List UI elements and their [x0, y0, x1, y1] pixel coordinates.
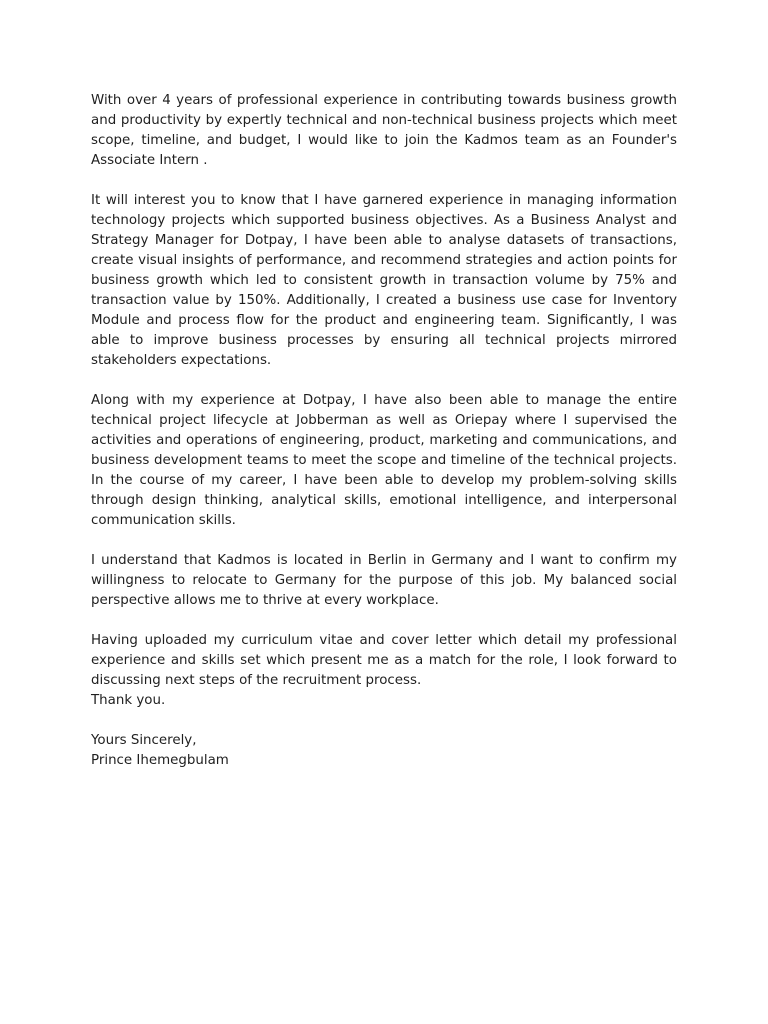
paragraph-intro: With over 4 years of professional experience in contributing towards business growth and productivity by expertly technical and non-technical business projects which meet scope, timeline, and budget, I would like to join the Kadmos team as an Founder's Associate Intern . [91, 93, 677, 168]
closing-line: Yours Sincerely, [91, 733, 197, 748]
paragraph-relocation: I understand that Kadmos is located in Berlin in Germany and I want to confirm my willingness to relocate to Germany for the purpose of this job. My balanced social perspective allows me to thrive at every workplace. [91, 553, 677, 608]
paragraph-project-lifecycle: Along with my experience at Dotpay, I have also been able to manage the entire technical project lifecycle at Jobberman as well as Oriepay where I supervised the activities and operations of engineering, product, marketing and communications, and business development teams to meet the scope and timeline of the technical projects. In the course of my career, I have been able to develop my problem-solving skills through design thinking, analytical skills, emotional intelligence, and interpersonal communication skills. [91, 393, 677, 528]
signature-name: Prince Ihemegbulam [91, 753, 229, 768]
thanks-line: Thank you. [91, 693, 166, 708]
paragraph-next-steps: Having uploaded my curriculum vitae and cover letter which detail my professional experience and skills set which present me as a match for the role, I look forward to discussing next steps of the recruitment process. [91, 633, 677, 688]
spacer [91, 711, 677, 731]
cover-letter-body [91, 91, 677, 771]
paragraph-dotpay-experience: It will interest you to know that I have garnered experience in managing information technology projects which supported business objectives. As a Business Analyst and Strategy Manager for Dotpay, I have been able to analyse datasets of transactions, create visual insights of performance, and recommend strategies and action points for business growth which led to consistent growth in transaction volume by 75% and transaction value by 150%. Additionally, I created a business use case for Inventory Module and process flow for the product and engineering team. Significantly, I was able to improve business processes by ensuring all technical projects mirrored stakeholders expectations. [91, 193, 677, 368]
